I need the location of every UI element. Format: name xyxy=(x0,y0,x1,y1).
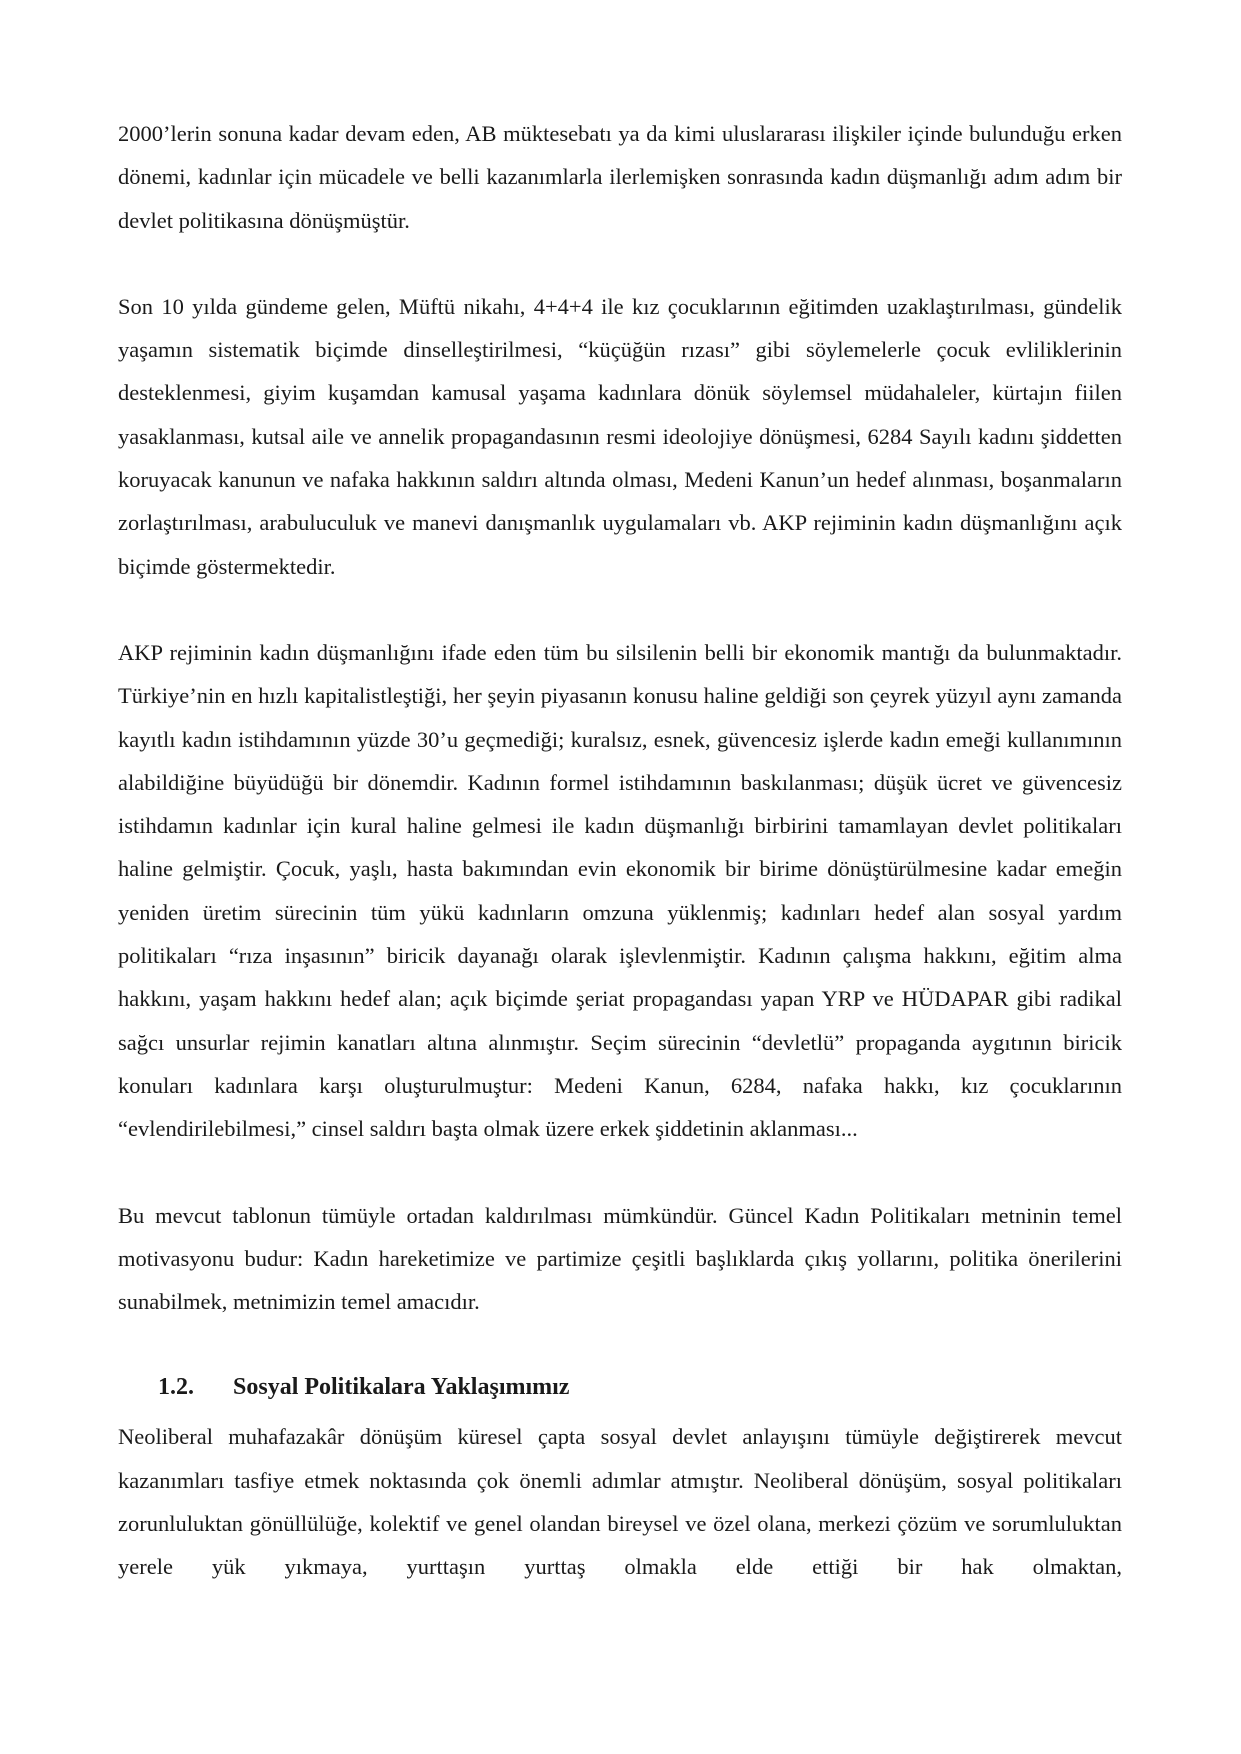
section-number: 1.2. xyxy=(158,1374,194,1401)
paragraph-3: AKP rejiminin kadın düşmanlığını ifade eden tüm bu silsilenin belli bir ekonomik mantığı da bulunmaktadır. Türkiye’nin en hızlı kapitalistleştiği, her şeyin piyasanın konusu haline geldiği son çeyrek yüzyıl aynı zamanda kayıtlı kadın istihdamının yüzde 30’u geçmediği; kuralsız, esnek, güvencesiz işlerde kadın emeği kullanımının alabildiğine büyüdüğü bir dönemdir. Kadının formel istihdamının baskılanması; düşük ücret ve güvencesiz istihdamın kadınlar için kural haline gelmesi ile kadın düşmanlığı birbirini tamamlayan devlet politikaları haline gelmiştir. Çocuk, yaşlı, hasta bakımından evin ekonomik bir birime dönüştürülmesine kadar emeğin yeniden üretim sürecinin tüm yükü kadınların omzuna yüklenmiş; kadınları hedef alan sosyal yardım politikaları “rıza inşasının” biricik dayanağı olarak işlevlenmiştir. Kadının çalışma hakkını, eğitim alma hakkını, yaşam hakkını hedef alan; açık biçimde şeriat propagandası yapan YRP ve HÜDAPAR gibi radikal sağcı unsurlar rejimin kanatları altına alınmıştır. Seçim sürecinin “devletlü” propaganda aygıtının biricik konuları kadınlara karşı oluşturulmuştur: Medeni Kanun, 6284, nafaka hakkı, kız çocuklarının “evlendirilebilmesi,” cinsel saldırı başta olmak üzere erkek şiddetinin aklanması... xyxy=(118,639,1122,1142)
document-page xyxy=(118,112,1122,1632)
paragraph-1: 2000’lerin sonuna kadar devam eden, AB müktesebatı ya da kimi uluslararası ilişkiler içinde bulunduğu erken dönemi, kadınlar için mücadele ve belli kazanımlarla ilerlemişken sonrasında kadın düşmanlığı adım adım bir devlet politikasına dönüşmüştür. xyxy=(118,121,1122,233)
section-heading xyxy=(118,1366,1122,1409)
section-paragraph: Neoliberal muhafazakâr dönüşüm küresel çapta sosyal devlet anlayışını tümüyle değiştirerek mevcut kazanımları tasfiye etmek noktasında çok önemli adımlar atmıştır. Neoliberal dönüşüm, sosyal politikaları zorunluluktan gönüllülüğe, kolektif ve genel olandan bireysel ve özel olana, merkezi çözüm ve sorumluluktan yerele yük yıkmaya, yurttaşın yurttaş olmakla elde ettiği bir hak olmaktan, xyxy=(118,1424,1122,1580)
paragraph-4: Bu mevcut tablonun tümüyle ortadan kaldırılması mümkündür. Güncel Kadın Politikaları metninin temel motivasyonu budur: Kadın hareketimize ve partimize çeşitli başlıklarda çıkış yollarını, politika önerilerini sunabilmek, metnimizin temel amacıdır. xyxy=(118,1202,1122,1315)
paragraph-2: Son 10 yılda gündeme gelen, Müftü nikahı, 4+4+4 ile kız çocuklarının eğitimden uzaklaştırılması, gündelik yaşamın sistematik biçimde dinselleştirilmesi, “küçüğün rızası” gibi söylemelerle çocuk evliliklerinin desteklenmesi, giyim kuşamdan kamusal yaşama kadınlara dönük söylemsel müdahaleler, kürtajın fiilen yasaklanması, kutsal aile ve annelik propagandasının resmi ideolojiye dönüşmesi, 6284 Sayılı kadını şiddetten koruyacak kanunun ve nafaka hakkının saldırı altında olması, Medeni Kanun’un hedef alınması, boşanmaların zorlaştırılması, arabuluculuk ve manevi danışmanlık uygulamaları vb. AKP rejiminin kadın düşmanlığını açık biçimde göstermektedir. xyxy=(118,293,1122,579)
section-title: Sosyal Politikalara Yaklaşımımız xyxy=(233,1374,570,1401)
